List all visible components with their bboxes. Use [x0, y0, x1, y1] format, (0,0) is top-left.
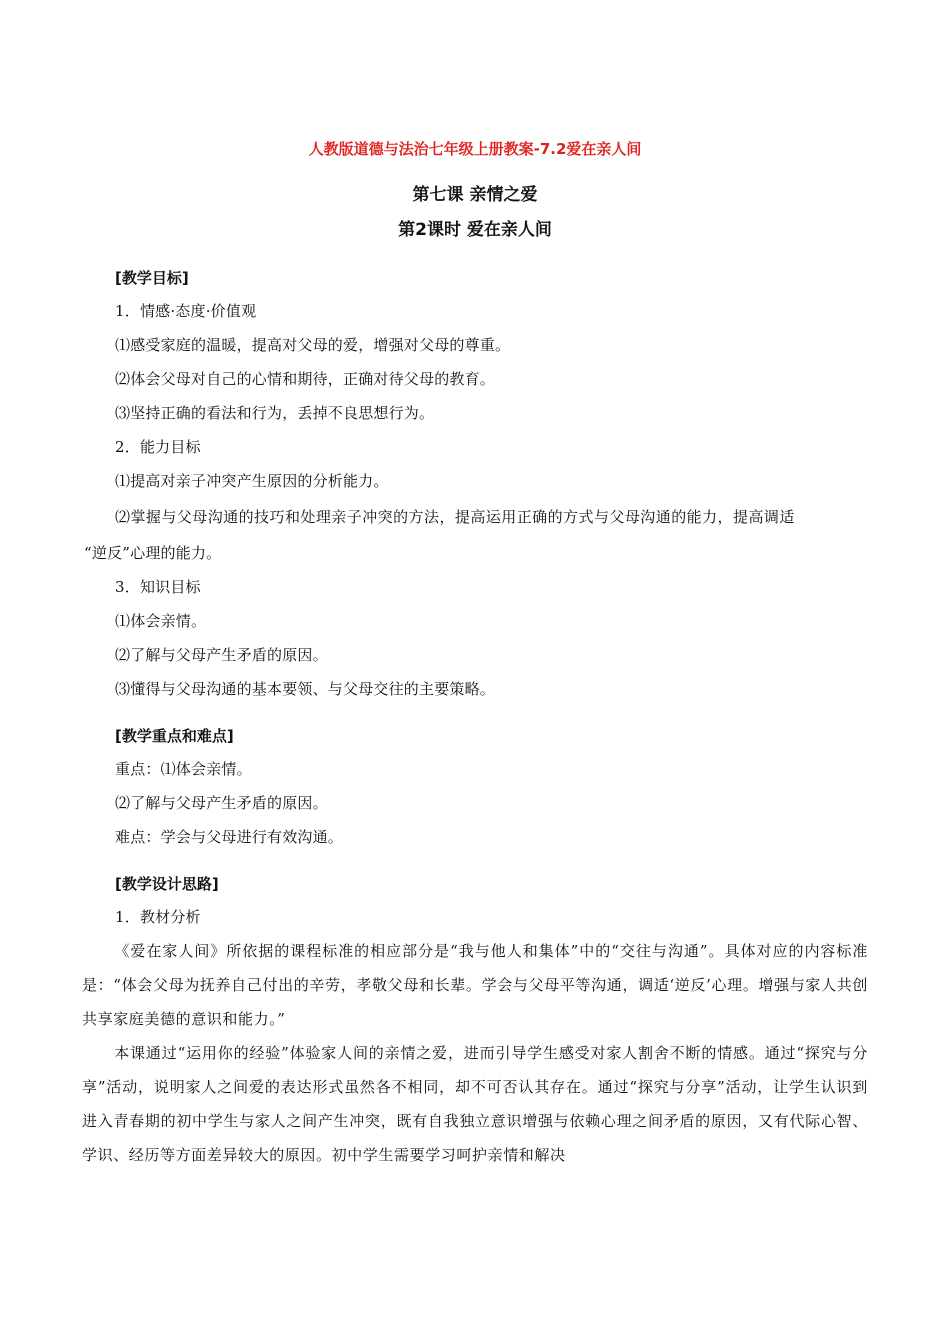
teaching-goals-heading: [教学目标]: [115, 269, 189, 287]
key-point-line: ⑵了解与父母产生矛盾的原因。: [115, 794, 328, 812]
goal-line: ⑴感受家庭的温暖，提高对父母的爱，增强对父母的尊重。: [115, 336, 511, 354]
goal-line: ⑴体会亲情。: [115, 612, 207, 630]
goal-line: 2．能力目标: [115, 438, 201, 456]
goal-line: ⑵了解与父母产生矛盾的原因。: [115, 646, 328, 664]
design-subheading: 1．教材分析: [115, 908, 201, 926]
goal-line: 3．知识目标: [115, 578, 201, 596]
design-paragraph-text: 本课通过“运用你的经验”体验家人间的亲情之爱，进而引导学生感受对家人割舍不断的情感。通过“探究与分享”活动，说明家人之间爱的表达形式虽然各不相同，却不可否认其存在。通过“探究与分享”活动，让学生认识到进入青春期的初中学生与家人之间产生冲突，既有自我独立意识增强与依赖心理之间矛盾的原因，又有代际心智、学识、经历等方面差异较大的原因。初中学生需要学习呵护亲情和解决: [82, 1044, 868, 1164]
key-points-heading: [教学重点和难点]: [115, 727, 234, 745]
goal-line: ⑵掌握与父母沟通的技巧和处理亲子冲突的方法，提高运用正确的方式与父母沟通的能力，提高调适: [115, 508, 795, 526]
goal-line: ⑵体会父母对自己的心情和期待，正确对待父母的教育。: [115, 370, 496, 388]
design-heading: [教学设计思路]: [115, 875, 219, 893]
goal-line: ⑴提高对亲子冲突产生原因的分析能力。: [115, 472, 389, 490]
document-title: 人教版道德与法治七年级上册教案-7.2爱在亲人间: [308, 140, 642, 158]
key-point-line: 重点：⑴体会亲情。: [115, 760, 252, 778]
design-paragraph-text: 《爱在家人间》所依据的课程标准的相应部分是“我与他人和集体”中的“交往与沟通”。具体对应的内容标准是：“体会父母为抚养自己付出的辛劳，孝敬父母和长辈。学会与父母平等沟通，调适‘逆反’心理。增强与家人共创共享家庭美德的意识和能力。”: [82, 942, 869, 1028]
lesson-title: 第七课 亲情之爱: [412, 185, 538, 205]
goal-line: 1．情感·态度·价值观: [115, 302, 257, 320]
key-point-line: 难点：学会与父母进行有效沟通。: [115, 828, 344, 846]
goal-line: ⑶懂得与父母沟通的基本要领、与父母交往的主要策略。: [115, 680, 496, 698]
period-title: 第2课时 爱在亲人间: [398, 220, 552, 240]
design-paragraph: [82, 1036, 868, 1172]
design-paragraph: [82, 934, 868, 1036]
goal-line: ⑶坚持正确的看法和行为，丢掉不良思想行为。: [115, 404, 435, 422]
goal-line: “逆反”心理的能力。: [84, 544, 222, 562]
